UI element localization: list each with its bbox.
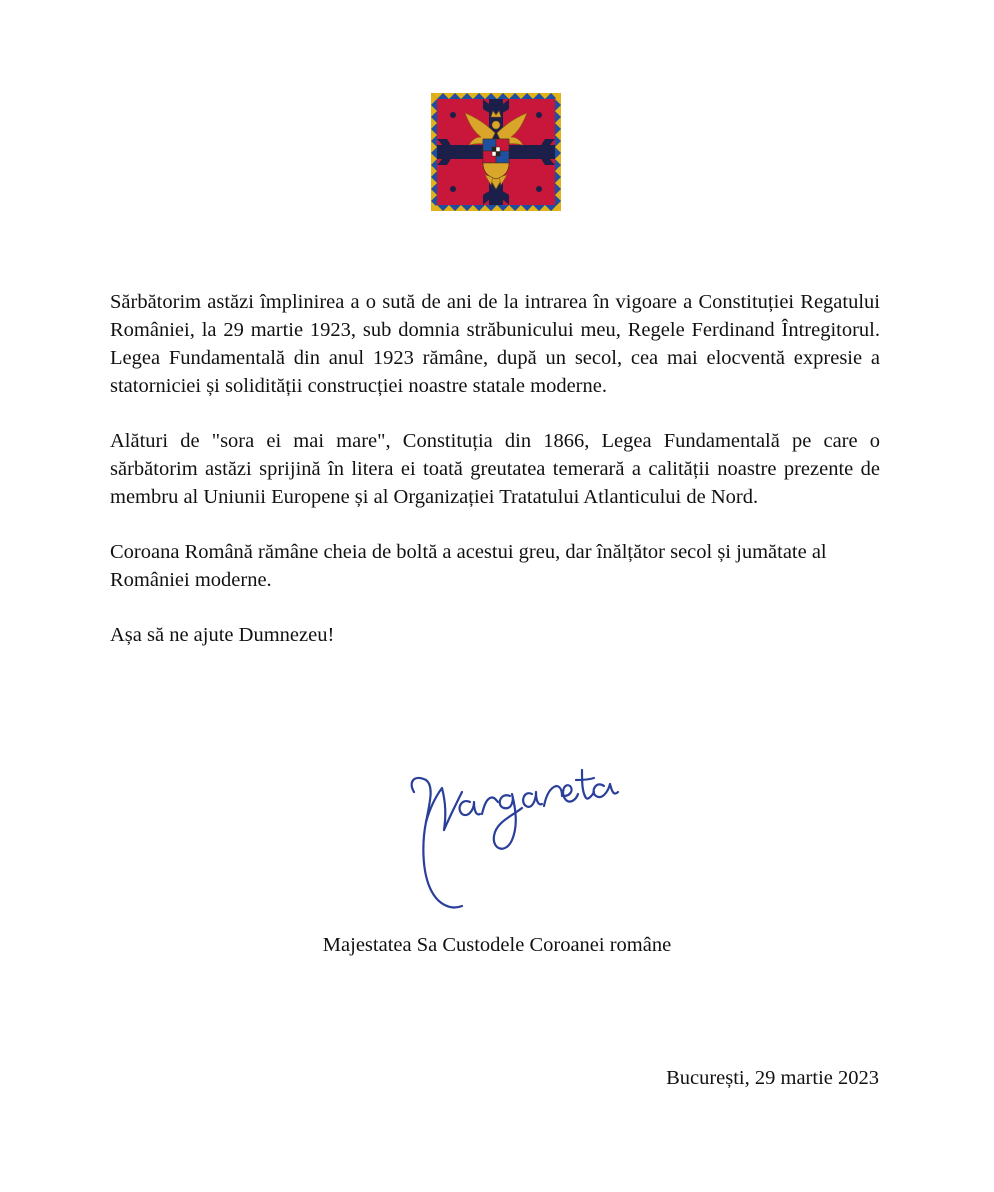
handwritten-signature [400,730,630,920]
paragraph-closing-blessing: Așa să ne ajute Dumnezeu! [110,624,335,646]
place-and-date: București, 29 martie 2023 [666,1067,879,1089]
letter-body [110,288,880,676]
paragraph-romanian-crown: Coroana Română rămâne cheia de boltă a acestui greu, dar înălțător secol și jumătate al României moderne. [110,541,827,591]
paragraph-constitution-1866: Alături de "sora ei mai mare", Constituția din 1866, Legea Fundamentală pe care o sărbătorim astăzi sprijină în litera ei toată greutatea temerară a calității noastre prezente de membru al Uniunii Europene și al Organizației Tratatului Atlanticului de Nord. [110,430,880,508]
signature-icon [400,730,630,920]
paragraph-constitution-centenary: Sărbătorim astăzi împlinirea a o sută de ani de la intrarea în vigoare a Constituției Regatului României, la 29 martie 1923, sub domnia străbunicului meu, Regele Ferdinand Întregitorul. Legea Fundamentală din anul 1923 rămâne, după un secol, cea mai elocventă expresie a statorniciei și solidității construcției noastre statale moderne. [110,291,880,397]
royal-standard-icon [431,93,561,211]
royal-standard-emblem [431,93,561,211]
signer-title: Majestatea Sa Custodele Coroanei române [322,934,672,956]
